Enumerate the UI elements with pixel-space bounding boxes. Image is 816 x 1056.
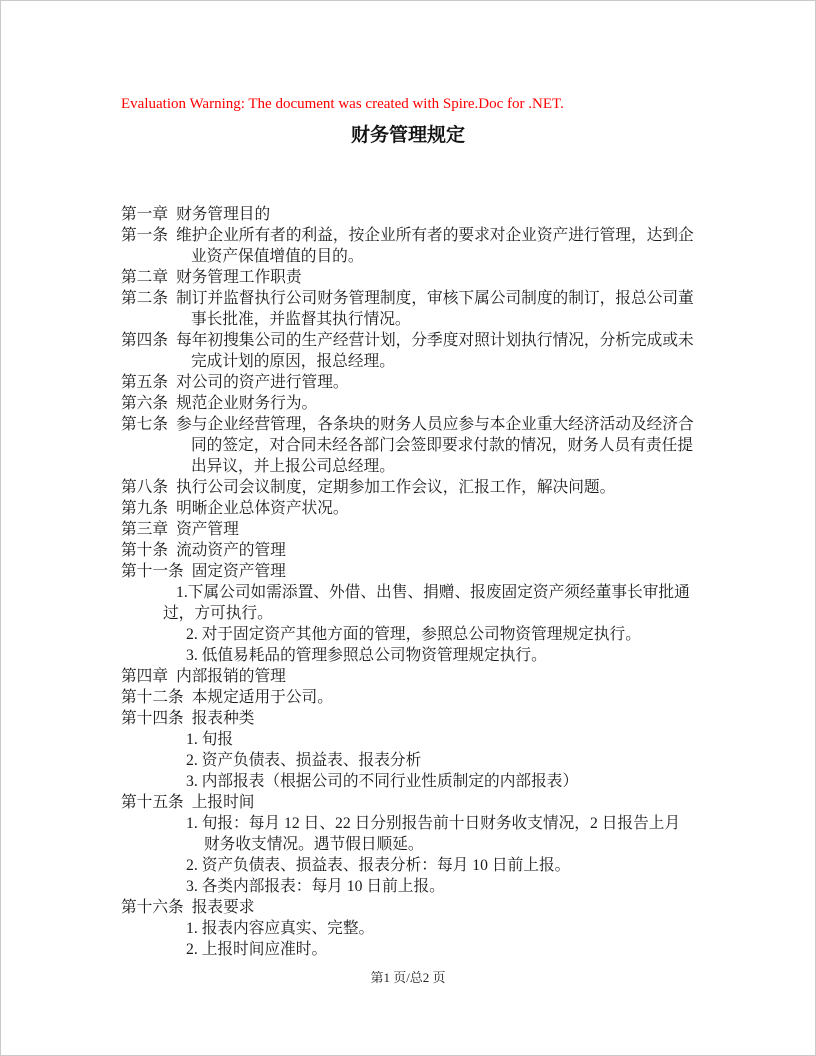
clause-text: 内部报销的管理 — [176, 668, 286, 685]
clause-text: 2. 资产负债表、损益表、报表分析：每月 10 日前上报。 — [186, 857, 571, 874]
clause-label: 第七条 — [121, 416, 169, 433]
list-item — [121, 624, 695, 645]
clause-text: 上报时间 — [191, 794, 255, 811]
clause-label: 第一章 — [121, 206, 169, 223]
clause-text: 财务管理目的 — [176, 206, 271, 223]
list-item — [121, 582, 695, 624]
clause-label: 第一条 — [121, 227, 169, 244]
clause-label: 第十一条 — [121, 563, 184, 580]
list-item — [121, 918, 695, 939]
clause-label: 第四条 — [121, 332, 169, 349]
clause-label: 第十四条 — [121, 710, 184, 727]
clause-text: 2. 对于固定资产其他方面的管理，参照总公司物资管理规定执行。 — [186, 626, 641, 643]
article-paragraph — [121, 561, 695, 582]
clause-text: 规范企业财务行为。 — [176, 395, 318, 412]
clause-text: 明晰企业总体资产状况。 — [176, 500, 349, 517]
clause-label: 第六条 — [121, 395, 169, 412]
clause-text: 3. 内部报表（根据公司的不同行业性质制定的内部报表） — [186, 773, 579, 790]
article-paragraph — [121, 372, 695, 393]
article-paragraph — [121, 330, 695, 372]
chapter-heading — [121, 267, 695, 288]
clause-label: 第十条 — [121, 542, 169, 559]
clause-label: 第十二条 — [121, 689, 184, 706]
clause-text: 每年初搜集公司的生产经营计划，分季度对照计划执行情况，分析完成或未完成计划的原因，报总经理。 — [176, 332, 694, 370]
document-title: 财务管理规定 — [350, 125, 465, 146]
clause-text: 制订并监督执行公司财务管理制度，审核下属公司制度的制订，报总公司董事长批准，并监督其执行情况。 — [176, 290, 694, 328]
article-paragraph — [121, 708, 695, 729]
clause-text: 本规定适用于公司。 — [191, 689, 333, 706]
page-content — [1, 1, 815, 960]
article-paragraph — [121, 897, 695, 918]
clause-label: 第十六条 — [121, 899, 184, 916]
article-paragraph — [121, 225, 695, 267]
clause-label: 第八条 — [121, 479, 169, 496]
list-item — [121, 750, 695, 771]
clause-label: 第三章 — [121, 521, 169, 538]
clause-text: 维护企业所有者的利益，按企业所有者的要求对企业资产进行管理，达到企业资产保值增值的目的。 — [176, 227, 694, 265]
clause-text: 报表要求 — [191, 899, 255, 916]
clause-text: 报表种类 — [191, 710, 255, 727]
article-paragraph — [121, 414, 695, 477]
article-paragraph — [121, 393, 695, 414]
page-number-footer: 第1 页/总2 页 — [370, 970, 446, 985]
article-paragraph — [121, 687, 695, 708]
clause-text: 3. 低值易耗品的管理参照总公司物资管理规定执行。 — [186, 647, 547, 664]
list-item — [121, 813, 695, 855]
clause-text: 资产管理 — [176, 521, 239, 538]
list-item — [121, 771, 695, 792]
article-paragraph — [121, 477, 695, 498]
clause-label: 第二章 — [121, 269, 169, 286]
clause-label: 第五条 — [121, 374, 169, 391]
clause-label: 第二条 — [121, 290, 169, 307]
article-paragraph — [121, 288, 695, 330]
clause-label: 第九条 — [121, 500, 169, 517]
clause-label: 第十五条 — [121, 794, 184, 811]
list-item — [121, 729, 695, 750]
clause-text: 1.下属公司如需添置、外借、出售、捐赠、报废固定资产须经董事长审批通过，方可执行。 — [163, 584, 690, 622]
document-body — [121, 204, 695, 960]
clause-text: 执行公司会议制度，定期参加工作会议，汇报工作，解决问题。 — [176, 479, 616, 496]
clause-text: 2. 上报时间应准时。 — [186, 941, 328, 958]
clause-text: 对公司的资产进行管理。 — [176, 374, 349, 391]
clause-text: 1. 旬报：每月 12 日、22 日分别报告前十日财务收支情况，2 日报告上月财务收支情况。遇节假日顺延。 — [186, 815, 681, 853]
article-paragraph — [121, 792, 695, 813]
article-paragraph — [121, 540, 695, 561]
clause-label: 第四章 — [121, 668, 169, 685]
clause-text: 流动资产的管理 — [176, 542, 286, 559]
clause-text: 财务管理工作职责 — [176, 269, 302, 286]
chapter-heading — [121, 519, 695, 540]
clause-text: 3. 各类内部报表：每月 10 日前上报。 — [186, 878, 445, 895]
list-item — [121, 855, 695, 876]
list-item — [121, 876, 695, 897]
chapter-heading — [121, 204, 695, 225]
clause-text: 2. 资产负债表、损益表、报表分析 — [186, 752, 422, 769]
article-paragraph — [121, 498, 695, 519]
clause-text: 固定资产管理 — [191, 563, 286, 580]
clause-text: 1. 报表内容应真实、完整。 — [186, 920, 375, 937]
evaluation-warning-text: Evaluation Warning: The document was created with Spire.Doc for .NET. — [121, 96, 564, 112]
clause-text: 参与企业经营管理，各条块的财务人员应参与本企业重大经济活动及经济合同的签定，对合同未经各部门会签即要求付款的情况，财务人员有责任提出异议，并上报公司总经理。 — [176, 416, 694, 475]
chapter-heading — [121, 666, 695, 687]
clause-text: 1. 旬报 — [186, 731, 234, 748]
list-item — [121, 939, 695, 960]
list-item — [121, 645, 695, 666]
